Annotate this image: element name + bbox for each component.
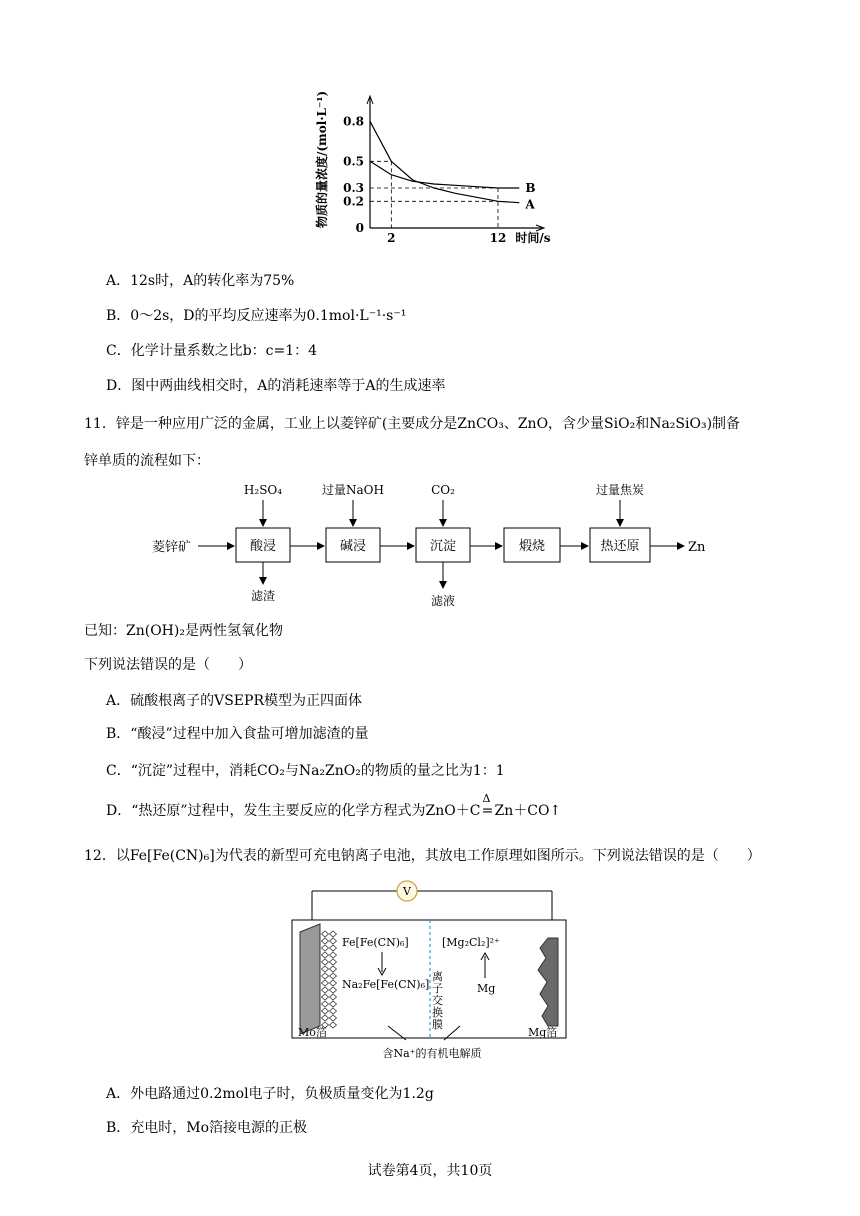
right-top-formula: [Mg₂Cl₂]²⁺ (442, 936, 500, 949)
left-top-formula: Fe[Fe(CN)₆] (342, 936, 409, 949)
q10-option-c: C．化学计量系数之比b：c=1：4 (106, 343, 318, 359)
flow-end-label: Zn (688, 540, 706, 555)
mo-foil-electrode (300, 924, 320, 1034)
y-tick-label: 0.5 (343, 154, 364, 169)
membrane-label: 离子交换膜 (432, 970, 443, 1031)
left-bottom-formula: Na₂Fe[Fe(CN)₆] (342, 978, 430, 991)
q11-option-b: B．“酸浸”过程中加入食盐可增加滤渣的量 (106, 726, 369, 742)
q10-option-a: A．12s时，A的转化率为75% (106, 273, 295, 289)
delta-symbol: Δ (482, 792, 491, 805)
flow-input-coke: 过量焦炭 (595, 483, 645, 497)
flow-start-label: 菱锌矿 (152, 540, 192, 555)
flow-input-co2: CO₂ (431, 483, 455, 497)
q10-option-b: B．0～2s，D的平均反应速率为0.1mol·L⁻¹·s⁻¹ (106, 308, 407, 324)
flow-step-calcine-label: 煅烧 (518, 539, 546, 554)
voltmeter-label: V (403, 885, 411, 898)
series-label-b: B (525, 181, 536, 195)
x-tick-label: 2 (387, 231, 396, 245)
flow-output-filtrate: 滤液 (430, 594, 456, 608)
q11-option-d-text: D．“热还原”过程中，发生主要反应的化学方程式为ZnO＋C (106, 803, 481, 819)
y-tick-label: 0.3 (343, 181, 364, 195)
flow-step-precipitate-label: 沉淀 (429, 539, 457, 554)
series-line-A (370, 121, 519, 202)
concentration-chart (310, 90, 560, 260)
flow-step-acid-leach-label: 酸浸 (249, 539, 277, 554)
q11-known: 已知：Zn(OH)₂是两性氢氧化物 (84, 623, 283, 639)
series-label-a: A (525, 197, 535, 212)
q11-option-d (106, 792, 562, 820)
q12-option-a: A．外电路通过0.2mol电子时，负极质量变化为1.2g (106, 1086, 434, 1102)
page-footer: 试卷第4页，共10页 (367, 1163, 493, 1179)
y-axis-label: 物质的量浓度/(mol·L⁻¹) (315, 90, 329, 228)
y-tick-label: 0.8 (343, 114, 364, 129)
battery-diagram (290, 876, 580, 1066)
flow-output-residue: 滤渣 (250, 589, 276, 603)
q11-option-c: C．“沉淀”过程中，消耗CO₂与Na₂ZnO₂的物质的量之比为1：1 (106, 763, 505, 779)
flow-input-h2so4: H₂SO₄ (243, 483, 283, 497)
q11-stem-line1: 11．锌是一种应用广泛的金属，工业上以菱锌矿(主要成分是ZnCO₃、ZnO，含少量SiO₂和Na₂SiO₃)制备 (84, 416, 741, 432)
q11-question: 下列说法错误的是（ ） (84, 657, 252, 673)
flow-input-naoh: 过量NaOH (322, 483, 384, 497)
mg-foil-label: Mg箔 (528, 1026, 558, 1039)
mo-foil-label: Mo箔 (298, 1026, 327, 1039)
x-axis-label: 时间/s (515, 231, 551, 245)
q11-option-a: A．硫酸根离子的VSEPR模型为正四面体 (106, 693, 362, 709)
series-line-B (370, 161, 519, 188)
flowchart (150, 478, 720, 610)
q11-stem-line2: 锌单质的流程如下： (84, 453, 210, 469)
q12-option-b: B．充电时，Mo箔接电源的正极 (106, 1120, 308, 1136)
q12-stem: 12．以Fe[Fe(CN)₆]为代表的新型可充电钠离子电池，其放电工作原理如图所示。下列说法错误的是（ ） (84, 848, 761, 864)
q11-option-d-products: Zn＋CO↑ (494, 803, 562, 819)
reaction-condition: Δ = (481, 792, 494, 819)
y-tick-label: 0 (355, 221, 364, 235)
flow-step-thermal-reduction-label: 热还原 (600, 539, 640, 554)
x-tick-label: 12 (489, 231, 507, 245)
electrolyte-label: 含Na⁺的有机电解质 (382, 1047, 482, 1060)
y-tick-label: 0.2 (343, 194, 364, 209)
flow-step-alkali-leach-label: 碱浸 (339, 539, 367, 554)
q10-option-d: D．图中两曲线相交时，A的消耗速率等于A的生成速率 (106, 378, 446, 394)
right-bottom-formula: Mg (477, 982, 496, 995)
